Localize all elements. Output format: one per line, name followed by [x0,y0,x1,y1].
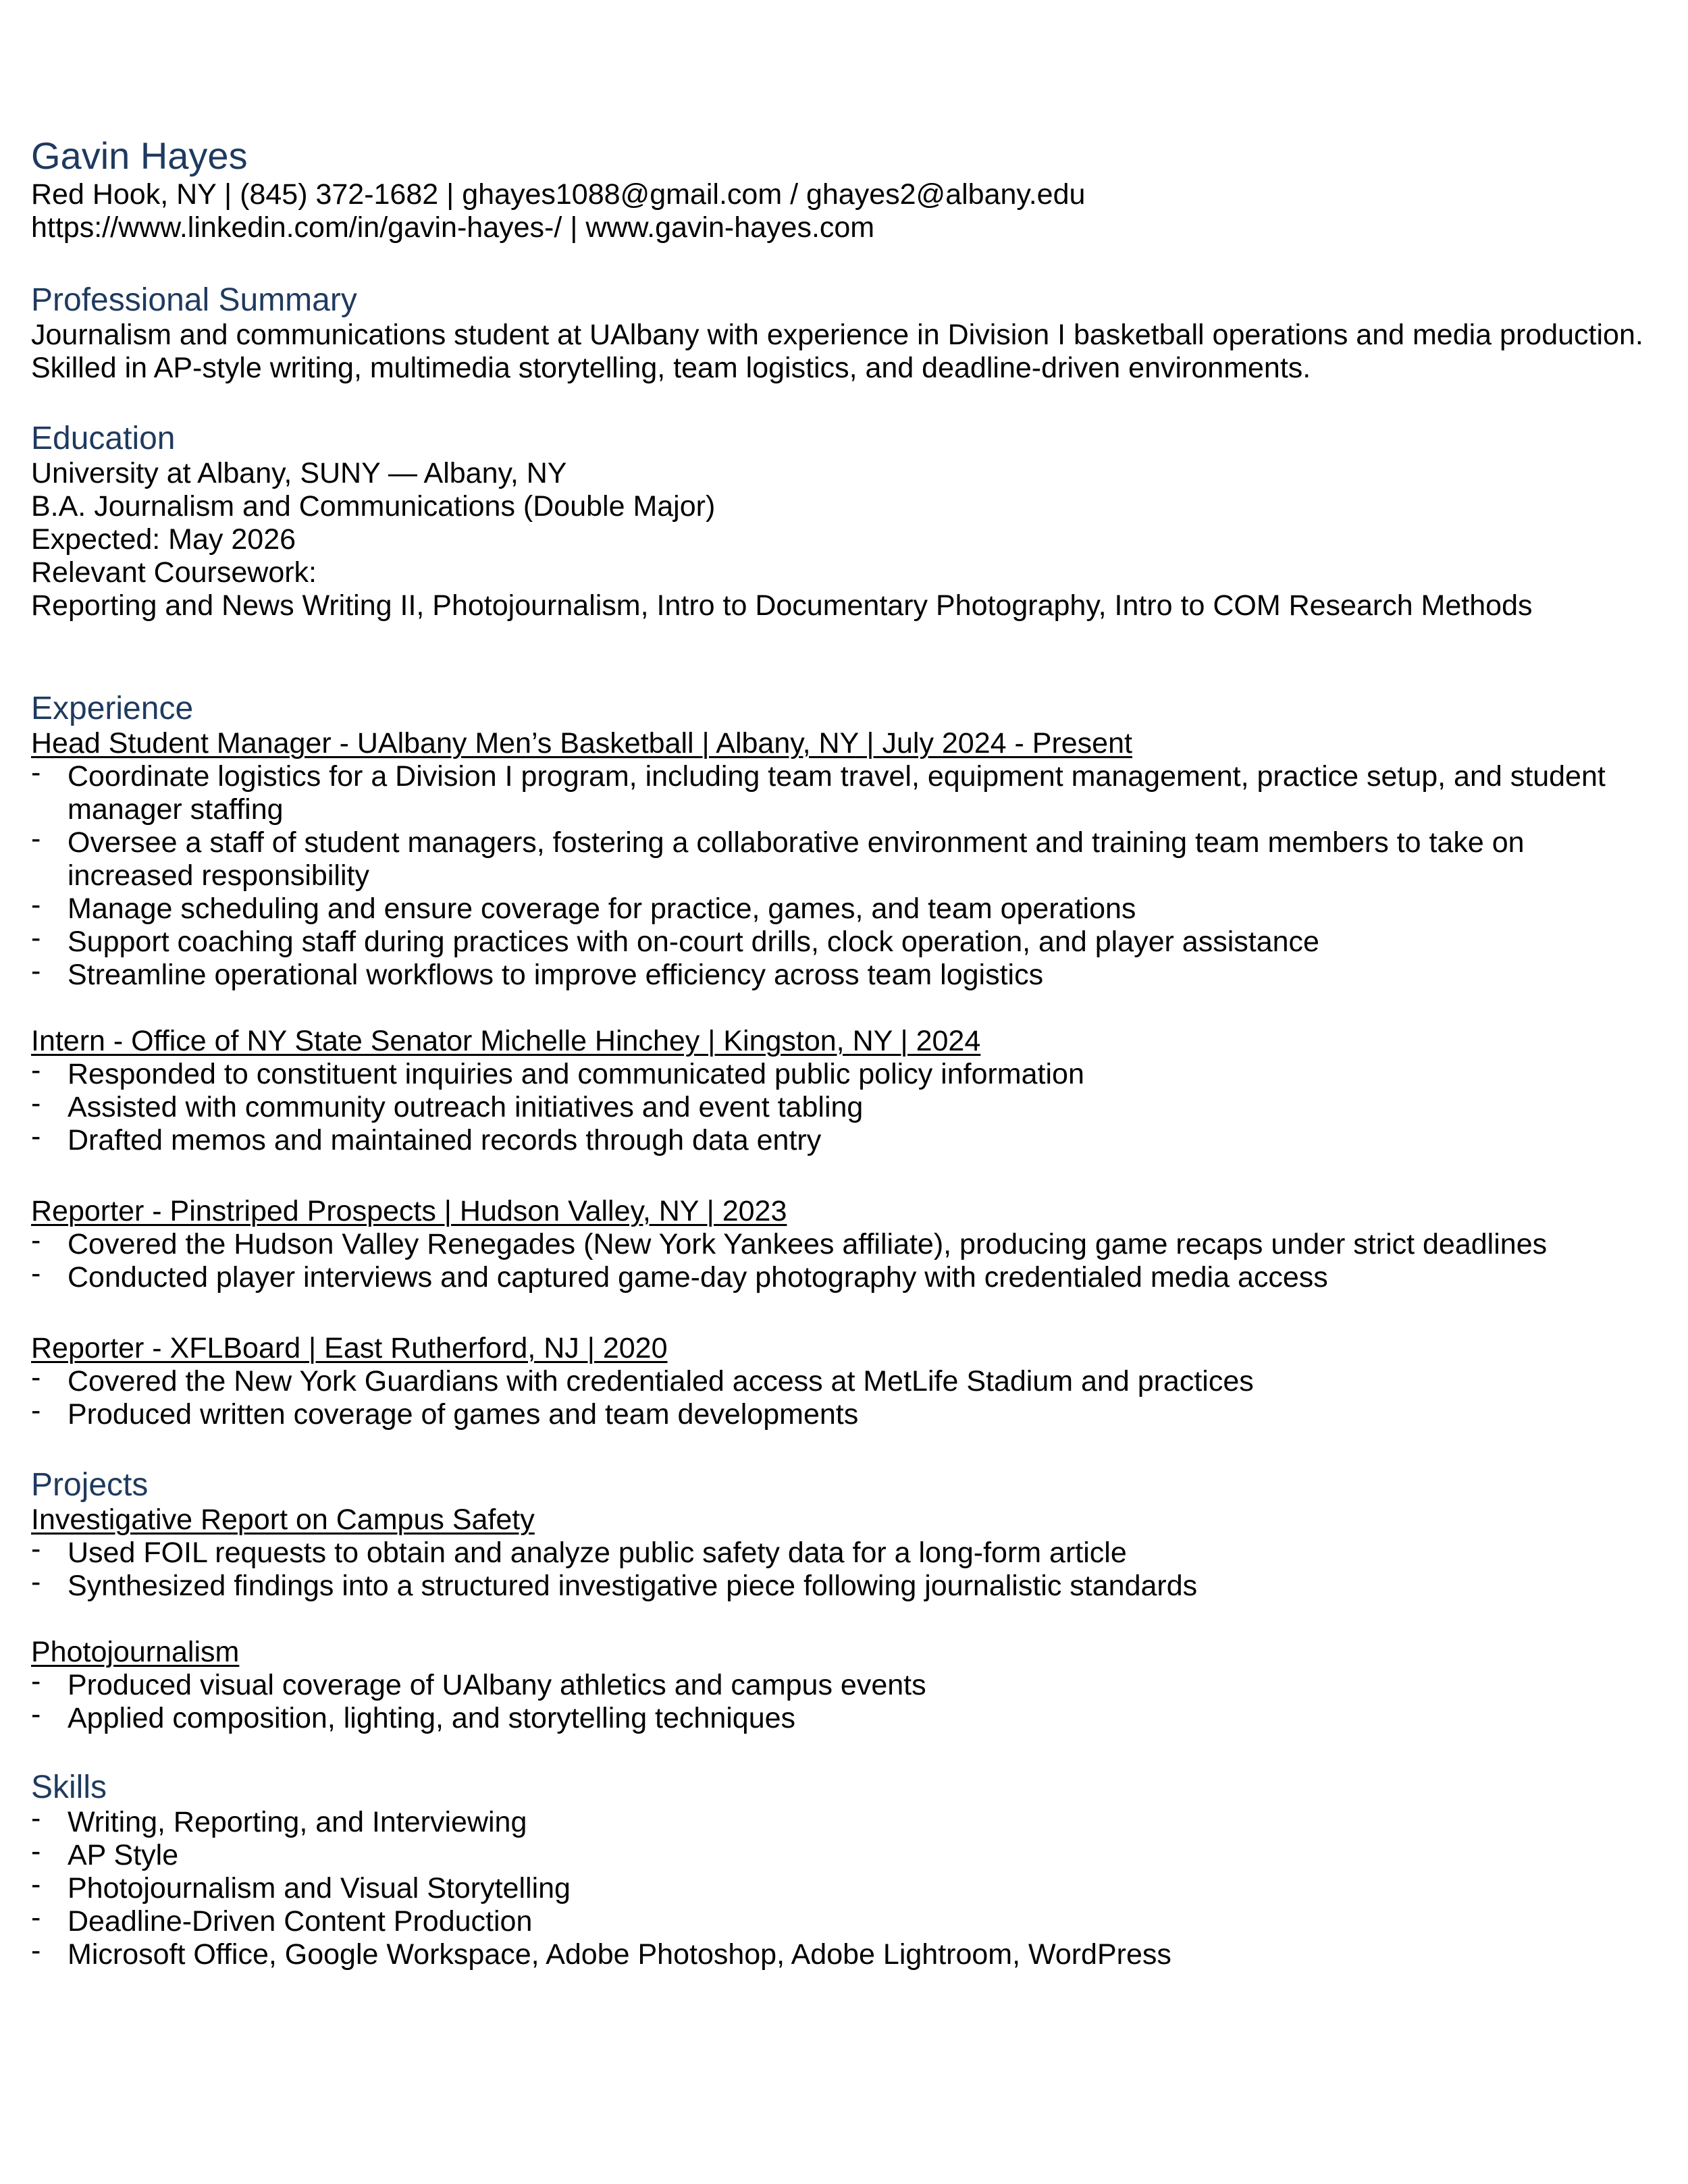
summary-section-title: Professional Summary [31,282,357,318]
bullet-dash: - [31,1802,41,1834]
bullet-dash: - [31,1087,41,1119]
projects-section-title: Projects [31,1467,149,1503]
list-item: - Support coaching staff during practices with on-court drills, clock operation, and player assistance [31,922,1319,958]
job-heading: Reporter - XFLBoard | East Rutherford, NJ | 2020 [31,1332,668,1364]
list-item: - Coordinate logistics for a Division I program, including team travel, equipment management, practice setup, and student manager staffing [31,756,1606,826]
job-bullet-list [31,1224,1665,1294]
education-school: University at Albany, SUNY — Albany, NY [31,457,567,489]
contact-line: Red Hook, NY | (845) 372-1682 | ghayes1088@gmail.com / ghayes2@albany.edu [31,178,1086,211]
list-item: - Manage scheduling and ensure coverage for practice, games, and team operations [31,888,1136,925]
bullet-dash: - [31,1533,41,1565]
bullet-dash: - [31,955,41,987]
bullet-dash: - [31,1698,41,1730]
bullet-dash: - [31,1361,41,1393]
project-heading: Photojournalism [31,1636,240,1668]
resume-page [31,134,1665,1971]
education-degree: B.A. Journalism and Communications (Double Major) [31,490,716,523]
bullet-dash: - [31,1054,41,1086]
list-item: - Streamline operational workflows to improve efficiency across team logistics [31,955,1044,991]
project-bullet-list [31,1533,1665,1603]
bullet-dash: - [31,822,41,855]
job-heading: Intern - Office of NY State Senator Michelle Hinchey | Kingston, NY | 2024 [31,1025,981,1057]
list-item: - Writing, Reporting, and Interviewing [31,1802,527,1838]
list-item: - Oversee a staff of student managers, fostering a collaborative environment and training team members to take on increased responsibility [31,822,1525,892]
bullet-dash: - [31,1901,41,1934]
list-item: - Covered the New York Guardians with credentialed access at MetLife Stadium and practices [31,1361,1254,1397]
bullet-dash: - [31,922,41,954]
list-item: - Conducted player interviews and captured game-day photography with credentialed media access [31,1257,1328,1294]
bullet-dash: - [31,1120,41,1152]
job-bullet-list [31,1361,1665,1431]
list-item: - Used FOIL requests to obtain and analyze public safety data for a long-form article [31,1533,1127,1569]
bullet-dash: - [31,1934,41,1967]
summary-text: Journalism and communications student at UAlbany with experience in Division I basketball operations and media production. Skilled in AP-style writing, multimedia storytelling, team logistics, and deadline-driven environments. [31,319,1643,384]
job-bullet-list [31,1054,1665,1157]
experience-section-title: Experience [31,691,194,726]
list-item: - Assisted with community outreach initiatives and event tabling [31,1087,864,1123]
list-item: - AP Style [31,1835,179,1871]
bullet-dash: - [31,1665,41,1697]
list-item: - Applied composition, lighting, and storytelling techniques [31,1698,796,1734]
list-item: - Covered the Hudson Valley Renegades (New York Yankees affiliate), producing game recaps under strict deadlines [31,1224,1548,1260]
bullet-dash: - [31,1868,41,1900]
education-expected: Expected: May 2026 [31,523,296,556]
list-item: - Responded to constituent inquiries and communicated public policy information [31,1054,1084,1090]
job-bullet-list [31,756,1665,992]
bullet-dash: - [31,1394,41,1427]
bullet-dash: - [31,1257,41,1289]
list-item: - Photojournalism and Visual Storytelling [31,1868,571,1905]
list-item: - Drafted memos and maintained records through data entry [31,1120,822,1156]
list-item: - Synthesized findings into a structured investigative piece following journalistic standards [31,1566,1198,1602]
bullet-dash: - [31,1566,41,1598]
education-section-title: Education [31,421,176,456]
education-coursework-label: Relevant Coursework: [31,556,317,589]
bullet-dash: - [31,1224,41,1256]
bullet-dash: - [31,756,41,789]
list-item: - Produced written coverage of games and team developments [31,1394,859,1431]
job-heading: Reporter - Pinstriped Prospects | Hudson Valley, NY | 2023 [31,1195,787,1227]
list-item: - Deadline-Driven Content Production [31,1901,533,1938]
bullet-dash: - [31,1835,41,1867]
links-line: https://www.linkedin.com/in/gavin-hayes-/ | www.gavin-hayes.com [31,211,875,244]
bullet-dash: - [31,888,41,921]
project-heading: Investigative Report on Campus Safety [31,1503,535,1536]
skills-list [31,1802,1665,1971]
education-coursework: Reporting and News Writing II, Photojournalism, Intro to Documentary Photography, Intro to COM Research Methods [31,589,1533,622]
job-heading: Head Student Manager - UAlbany Men’s Basketball | Albany, NY | July 2024 - Present [31,727,1132,760]
project-bullet-list [31,1665,1665,1735]
skills-section-title: Skills [31,1769,107,1805]
list-item: - Microsoft Office, Google Workspace, Adobe Photoshop, Adobe Lightroom, WordPress [31,1934,1171,1971]
list-item: - Produced visual coverage of UAlbany athletics and campus events [31,1665,926,1701]
candidate-name: Gavin Hayes [31,134,248,177]
